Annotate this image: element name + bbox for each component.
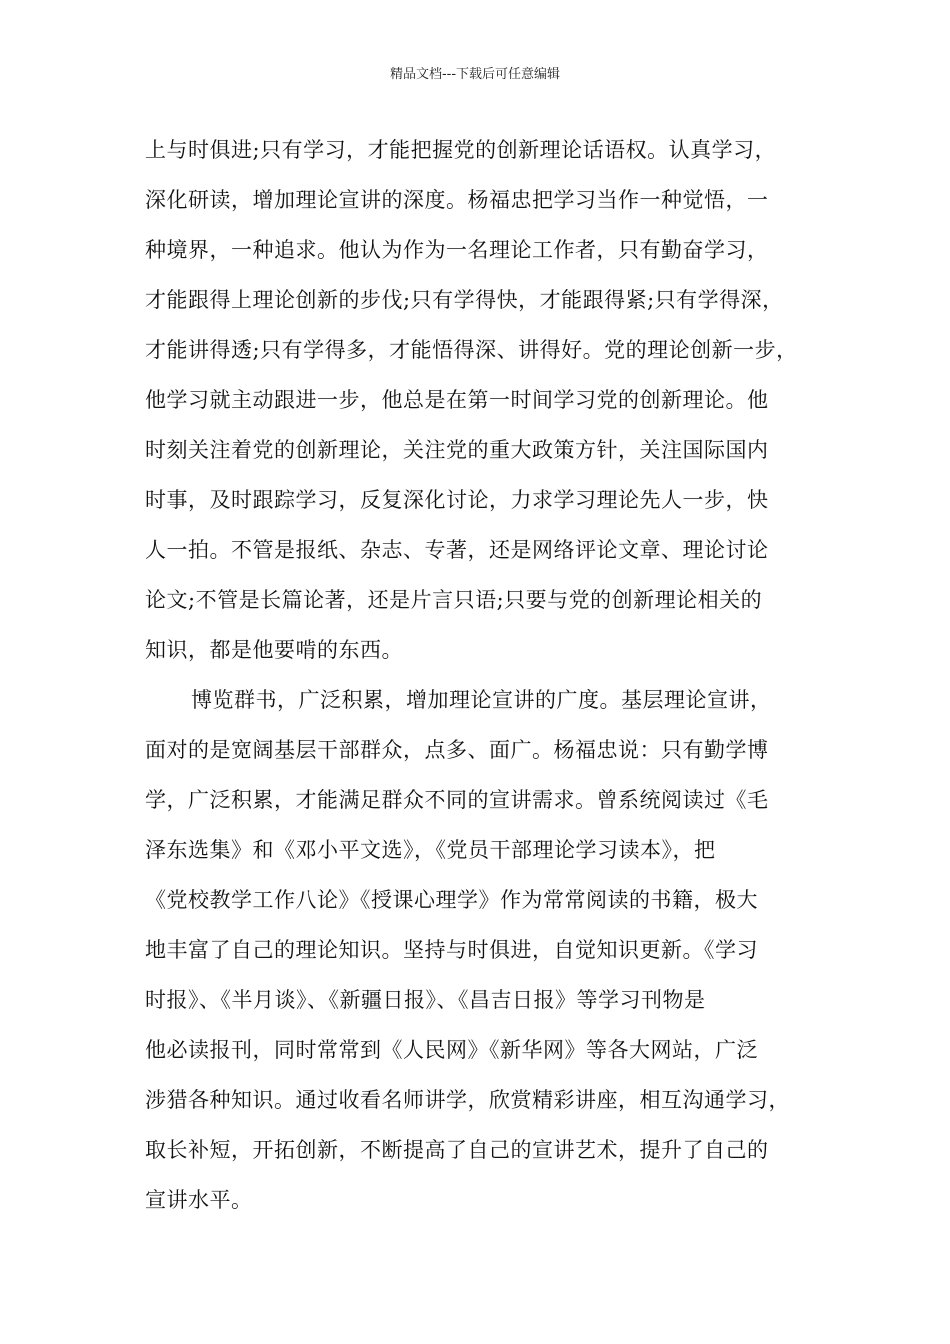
text-line: 取长补短，开拓创新，不断提高了自己的宣讲艺术，提升了自己的 xyxy=(145,1138,769,1162)
text-line: 深化研读，增加理论宣讲的深度。杨福忠把学习当作一种觉悟，一 xyxy=(145,188,769,212)
text-line: 知识，都是他要啃的东西。 xyxy=(145,638,403,662)
text-line: 人一拍。不管是报纸、杂志、专著，还是网络评论文章、理论讨论 xyxy=(145,538,769,562)
text-line: 他学习就主动跟进一步，他总是在第一时间学习党的创新理论。他 xyxy=(145,388,769,412)
text-line: 涉猎各种知识。通过收看名师讲学，欣赏精彩讲座，相互沟通学习， xyxy=(145,1088,790,1112)
text-line: 他必读报刊，同时常常到《人民网》《新华网》等各大网站，广泛 xyxy=(145,1038,758,1062)
text-line: 时刻关注着党的创新理论，关注党的重大政策方针，关注国际国内 xyxy=(145,438,769,462)
text-line: 《党校教学工作八论》《授课心理学》作为常常阅读的书籍，极大 xyxy=(145,888,758,912)
page-header: 精品文档---下载后可任意编辑 xyxy=(389,67,561,82)
text-line: 上与时俱进;只有学习，才能把握党的创新理论话语权。认真学习， xyxy=(145,138,777,162)
text-line: 时事，及时跟踪学习，反复深化讨论，力求学习理论先人一步，快 xyxy=(145,488,769,512)
text-line: 泽东选集》和《邓小平文选》，《党员干部理论学习读本》，把 xyxy=(145,838,716,862)
text-line: 种境界，一种追求。他认为作为一名理论工作者，只有勤奋学习， xyxy=(145,238,769,262)
document-body xyxy=(145,125,825,1225)
text-line: 时报》、《半月谈》、《新疆日报》、《昌吉日报》等学习刊物是 xyxy=(145,988,706,1012)
text-line: 论文;不管是长篇论著，还是片言只语;只要与党的创新理论相关的 xyxy=(145,588,763,612)
text-line: 面对的是宽阔基层干部群众，点多、面广。杨福忠说：只有勤学博 xyxy=(145,738,769,762)
text-line: 才能跟得上理论创新的步伐;只有学得快，才能跟得紧;只有学得深， xyxy=(145,288,784,312)
paragraph-first-line: 博览群书，广泛积累，增加理论宣讲的广度。基层理论宣讲， xyxy=(191,688,772,712)
text-line: 才能讲得透;只有学得多，才能悟得深、讲得好。党的理论创新一步， xyxy=(145,338,798,362)
text-line: 学，广泛积累，才能满足群众不同的宣讲需求。曾系统阅读过《毛 xyxy=(145,788,769,812)
text-line: 地丰富了自己的理论知识。坚持与时俱进，自觉知识更新。《学习 xyxy=(145,938,758,962)
text-line: 宣讲水平。 xyxy=(145,1188,253,1212)
